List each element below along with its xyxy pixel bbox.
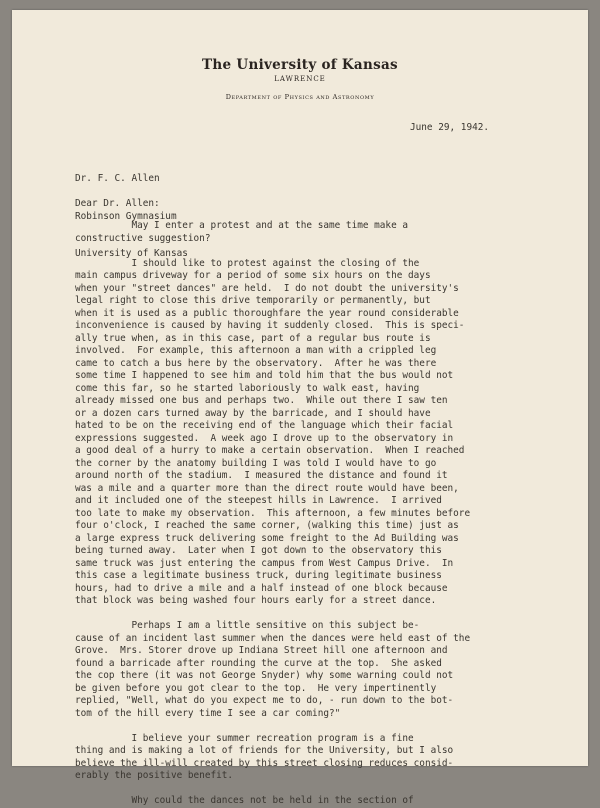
recipient-line-3: University of Kansas <box>75 248 188 259</box>
paragraph-gap <box>75 783 470 796</box>
paragraph-gap <box>75 720 470 733</box>
body-line: believe the ill-will created by this street closing reduces consid- <box>75 757 454 769</box>
body-line: when it is used as a public thoroughfare the year round considerable <box>75 307 459 319</box>
body-line: thing and is making a lot of friends for the University, but I also <box>75 745 454 756</box>
body-paragraph <box>75 258 470 608</box>
body-line: hated to be on the receiving end of the language which their facial <box>75 420 454 431</box>
body-line: too late to make my observation. This afternoon, a few minutes before <box>75 507 471 519</box>
body-line: was a mile and a quarter more than the direct route would have been, <box>75 482 459 494</box>
body-line: found a barricade after rounding the curve at the top. She asked <box>75 657 442 669</box>
body-line: and it included one of the steepest hills in Lawrence. I arrived <box>75 495 442 506</box>
body-line: erably the positive benefit. <box>75 770 234 781</box>
body-line: involved. For example, this afternoon a man with a crippled leg <box>75 345 437 356</box>
letter-body <box>75 220 470 808</box>
body-line: Grove. Mrs. Storer drove up Indiana Street hill one afternoon and <box>75 645 448 656</box>
body-line: hours, had to drive a mile and a half instead of one block because <box>75 582 448 594</box>
salutation: Dear Dr. Allen: <box>75 198 160 209</box>
body-line: cause of an incident last summer when the dances were held east of the <box>75 632 471 644</box>
body-line: some time I happened to see him and told him that the bus would not <box>75 370 454 381</box>
paragraph-gap <box>75 245 470 258</box>
body-line: May I enter a protest and at the same time make a <box>75 220 409 231</box>
letterhead-department: Department of Physics and Astronomy <box>225 93 375 101</box>
body-line: a large express truck delivering some freight to the Ad Building was <box>75 532 459 544</box>
body-line: that block was being washed four hours early for a street dance. <box>75 595 437 606</box>
body-line: I believe your summer recreation program is a fine <box>75 732 414 744</box>
letterhead-university: The University of Kansas <box>202 57 398 73</box>
body-paragraph <box>75 620 470 720</box>
body-line: already missed one bus and perhaps two. While out there I saw ten <box>75 395 448 406</box>
body-line: the corner by the anatomy building I was told I would have to go <box>75 457 437 469</box>
body-line: or a dozen cars turned away by the barricade, and I should have <box>75 407 431 419</box>
body-paragraph <box>75 733 470 783</box>
body-line: tom of the hill every time I see a car coming?" <box>75 707 341 719</box>
recipient-line-2: Robinson Gymnasium <box>75 210 177 222</box>
body-line: same truck was just entering the campus from West Campus Drive. In <box>75 557 454 569</box>
body-line: when your "street dances" are held. I do not doubt the university's <box>75 282 459 294</box>
paragraph-gap <box>75 608 470 621</box>
body-line: I should like to protest against the closing of the <box>75 257 420 269</box>
body-line: this case a legitimate business truck, during legitimate business <box>75 570 442 581</box>
body-line: the cop there (it was not George Snyder) why some warning could not <box>75 670 454 681</box>
body-line: Why could the dances not be held in the section of <box>75 795 414 806</box>
letter-date: June 29, 1942. <box>410 122 490 133</box>
body-paragraph <box>75 220 470 245</box>
body-line: a good deal of a hurry to make a certain observation. When I reached <box>75 445 465 456</box>
body-line: ally true when, as in this case, part of a regular bus route is <box>75 332 431 344</box>
body-line: replied, "Well, what do you expect me to do, - run down to the bot- <box>75 695 454 706</box>
body-line: constructive suggestion? <box>75 232 211 244</box>
body-line: being turned away. Later when I got down to the observatory this <box>75 545 442 556</box>
recipient-name: Dr. F. C. Allen <box>75 173 160 184</box>
body-line: came to catch a bus here by the observatory. After he was there <box>75 357 437 369</box>
body-line: expressions suggested. A week ago I drove up to the observatory in <box>75 432 454 444</box>
body-line: four o'clock, I reached the same corner, (walking this time) just as <box>75 520 459 531</box>
body-line: Perhaps I am a little sensitive on this subject be- <box>75 620 420 631</box>
letter-page <box>12 10 588 806</box>
body-line: legal right to close this drive temporarily or permanently, but <box>75 295 431 306</box>
body-paragraph <box>75 795 470 808</box>
body-line: be given before you got clear to the top. He very impertinently <box>75 682 437 694</box>
body-line: main campus driveway for a period of some six hours on the days <box>75 270 431 281</box>
body-line: come this far, so he started laboriously to walk east, having <box>75 382 420 394</box>
letterhead-location: LAWRENCE <box>274 75 326 83</box>
body-line: around north of the stadium. I measured the distance and found it <box>75 470 448 481</box>
body-line: inconvenience is caused by having it suddenly closed. This is speci- <box>75 320 465 331</box>
